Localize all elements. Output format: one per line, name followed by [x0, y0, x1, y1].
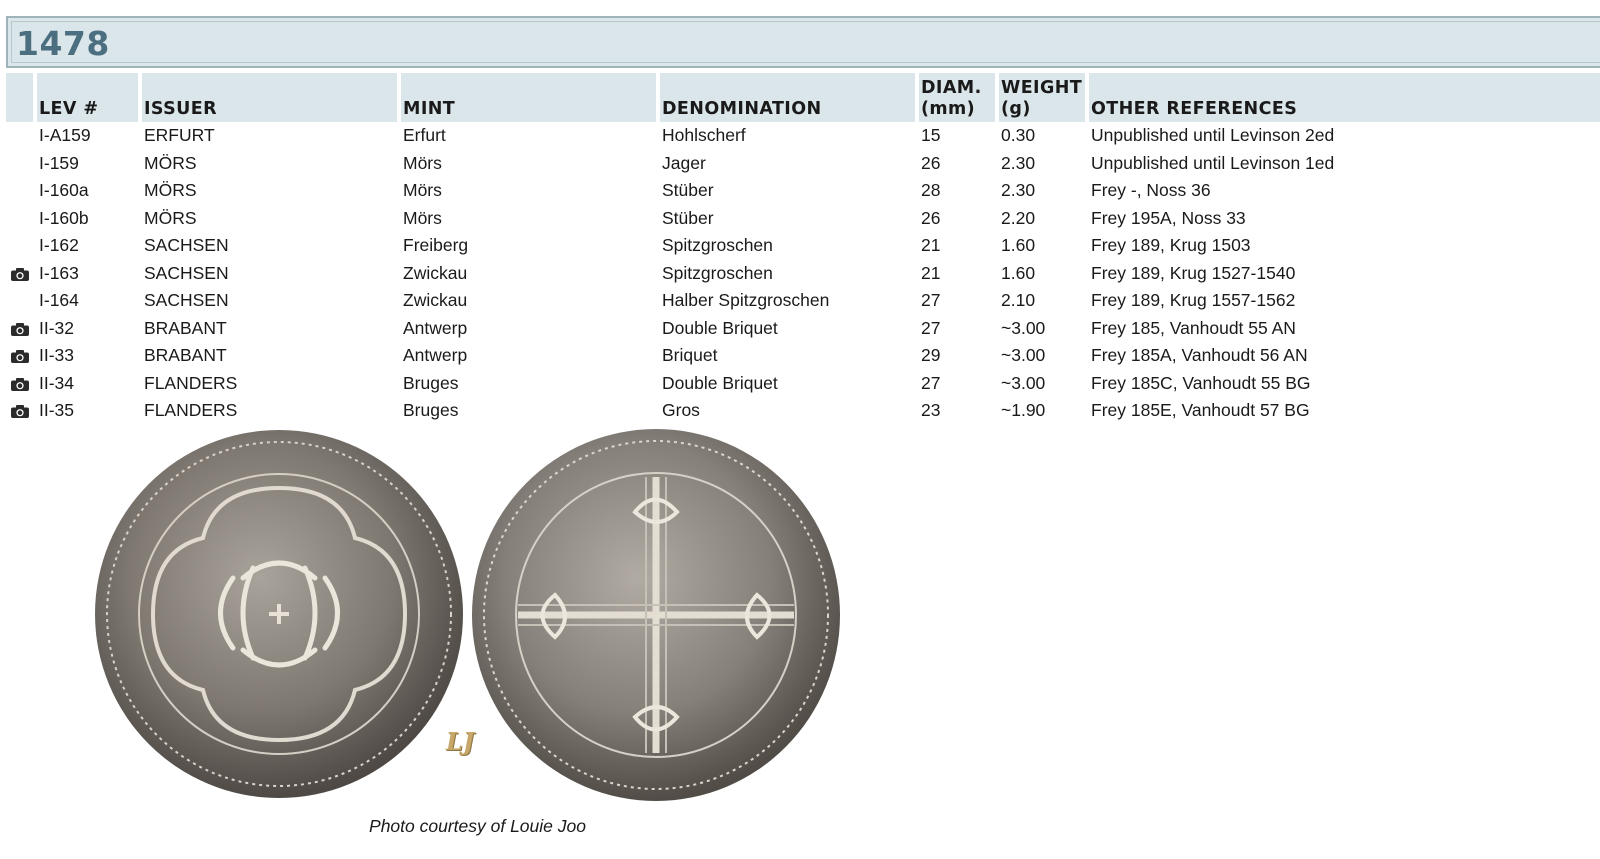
cell-refs: Unpublished until Levinson 2ed: [1085, 122, 1600, 150]
photo-indicator-cell[interactable]: [6, 315, 33, 343]
cell-refs: Frey 185, Vanhoudt 55 AN: [1085, 315, 1600, 343]
year-header-inner-border: [11, 21, 1600, 63]
cell-lev: II-34: [33, 370, 138, 398]
cell-weight: 1.60: [995, 260, 1085, 288]
cell-weight: ~3.00: [995, 315, 1085, 343]
cell-lev: I-164: [33, 287, 138, 315]
cell-mint: Freiberg: [397, 232, 656, 260]
cell-lev: I-162: [33, 232, 138, 260]
column-header-weight-col: WEIGHT (g): [995, 73, 1085, 122]
cell-weight: ~1.90: [995, 397, 1085, 425]
cell-diam: 15: [915, 122, 995, 150]
photo-indicator-cell: [6, 232, 33, 260]
camera-icon[interactable]: [11, 323, 29, 336]
photo-indicator-cell[interactable]: [6, 370, 33, 398]
table-row: [6, 122, 1600, 150]
coin-photo: [90, 425, 860, 810]
photo-indicator-cell[interactable]: [6, 342, 33, 370]
cell-diam: 29: [915, 342, 995, 370]
cell-denomination: Double Briquet: [656, 370, 915, 398]
cell-lev: II-33: [33, 342, 138, 370]
column-header-refs-col: OTHER REFERENCES: [1085, 73, 1600, 122]
cell-issuer: SACHSEN: [138, 260, 397, 288]
cell-issuer: MÖRS: [138, 177, 397, 205]
cell-denomination: Jager: [656, 150, 915, 178]
cell-refs: Frey 189, Krug 1557-1562: [1085, 287, 1600, 315]
camera-icon[interactable]: [11, 378, 29, 391]
table-row: [6, 315, 1600, 343]
cell-weight: ~3.00: [995, 342, 1085, 370]
cell-denomination: Double Briquet: [656, 315, 915, 343]
cell-denomination: Gros: [656, 397, 915, 425]
cell-lev: I-160b: [33, 205, 138, 233]
cell-denomination: Stüber: [656, 177, 915, 205]
cell-refs: Frey 189, Krug 1503: [1085, 232, 1600, 260]
table-row: [6, 232, 1600, 260]
table-row: [6, 342, 1600, 370]
camera-icon[interactable]: [11, 405, 29, 418]
table-row: [6, 397, 1600, 425]
cell-mint: Bruges: [397, 397, 656, 425]
year-header-bar: [6, 16, 1600, 68]
cell-issuer: SACHSEN: [138, 232, 397, 260]
cell-lev: II-35: [33, 397, 138, 425]
table-header-row: [6, 73, 1600, 122]
cell-mint: Erfurt: [397, 122, 656, 150]
cell-diam: 26: [915, 205, 995, 233]
cell-lev: I-159: [33, 150, 138, 178]
cell-weight: 1.60: [995, 232, 1085, 260]
table-row: [6, 177, 1600, 205]
column-header-issuer-col: ISSUER: [138, 73, 397, 122]
table-row: [6, 205, 1600, 233]
cell-refs: Frey 185A, Vanhoudt 56 AN: [1085, 342, 1600, 370]
table-row: [6, 260, 1600, 288]
cell-denomination: Halber Spitzgroschen: [656, 287, 915, 315]
cell-lev: II-32: [33, 315, 138, 343]
cell-lev: I-163: [33, 260, 138, 288]
column-header-diam-col: DIAM. (mm): [915, 73, 995, 122]
photo-indicator-cell: [6, 287, 33, 315]
cell-weight: 2.10: [995, 287, 1085, 315]
table-body: [6, 122, 1600, 425]
cell-issuer: MÖRS: [138, 205, 397, 233]
camera-icon[interactable]: [11, 268, 29, 281]
photo-indicator-cell[interactable]: [6, 260, 33, 288]
cell-denomination: Stüber: [656, 205, 915, 233]
cell-diam: 21: [915, 260, 995, 288]
cell-refs: Frey -, Noss 36: [1085, 177, 1600, 205]
photo-indicator-cell: [6, 150, 33, 178]
cell-weight: 0.30: [995, 122, 1085, 150]
cell-mint: Zwickau: [397, 260, 656, 288]
coin-obverse-image: [93, 428, 465, 800]
column-header-denomination-col: DENOMINATION: [656, 73, 915, 122]
cell-denomination: Hohlscherf: [656, 122, 915, 150]
cell-refs: Frey 195A, Noss 33: [1085, 205, 1600, 233]
camera-icon[interactable]: [11, 350, 29, 363]
table-row: [6, 150, 1600, 178]
cell-denomination: Spitzgroschen: [656, 232, 915, 260]
cell-diam: 27: [915, 287, 995, 315]
cell-weight: 2.30: [995, 150, 1085, 178]
cell-refs: Frey 185C, Vanhoudt 55 BG: [1085, 370, 1600, 398]
cell-mint: Mörs: [397, 205, 656, 233]
coin-table: [6, 73, 1600, 425]
cell-diam: 23: [915, 397, 995, 425]
photo-caption: Photo courtesy of Louie Joo: [369, 816, 586, 836]
cell-issuer: SACHSEN: [138, 287, 397, 315]
cell-weight: 2.30: [995, 177, 1085, 205]
cell-diam: 28: [915, 177, 995, 205]
cell-issuer: ERFURT: [138, 122, 397, 150]
photo-indicator-cell[interactable]: [6, 397, 33, 425]
cell-lev: I-A159: [33, 122, 138, 150]
cell-lev: I-160a: [33, 177, 138, 205]
table-row: [6, 370, 1600, 398]
column-header-lev-col: LEV #: [33, 73, 138, 122]
photo-indicator-cell: [6, 177, 33, 205]
photo-indicator-cell: [6, 205, 33, 233]
column-header-photo-col: [6, 73, 33, 122]
cell-issuer: FLANDERS: [138, 397, 397, 425]
cell-diam: 26: [915, 150, 995, 178]
cell-denomination: Briquet: [656, 342, 915, 370]
cell-mint: Mörs: [397, 177, 656, 205]
cell-mint: Antwerp: [397, 315, 656, 343]
table-row: [6, 287, 1600, 315]
cell-mint: Antwerp: [397, 342, 656, 370]
cell-mint: Zwickau: [397, 287, 656, 315]
cell-mint: Bruges: [397, 370, 656, 398]
cell-denomination: Spitzgroschen: [656, 260, 915, 288]
cell-issuer: BRABANT: [138, 315, 397, 343]
cell-weight: 2.20: [995, 205, 1085, 233]
cell-issuer: BRABANT: [138, 342, 397, 370]
cell-issuer: FLANDERS: [138, 370, 397, 398]
cell-refs: Frey 185E, Vanhoudt 57 BG: [1085, 397, 1600, 425]
cell-mint: Mörs: [397, 150, 656, 178]
column-header-mint-col: MINT: [397, 73, 656, 122]
photographer-watermark: LJ: [446, 727, 475, 756]
cell-refs: Unpublished until Levinson 1ed: [1085, 150, 1600, 178]
cell-refs: Frey 189, Krug 1527-1540: [1085, 260, 1600, 288]
photo-indicator-cell: [6, 122, 33, 150]
cell-weight: ~3.00: [995, 370, 1085, 398]
coin-reverse-image: [470, 427, 842, 803]
cell-issuer: MÖRS: [138, 150, 397, 178]
year-title: 1478: [16, 24, 110, 63]
cell-diam: 21: [915, 232, 995, 260]
cell-diam: 27: [915, 370, 995, 398]
cell-diam: 27: [915, 315, 995, 343]
